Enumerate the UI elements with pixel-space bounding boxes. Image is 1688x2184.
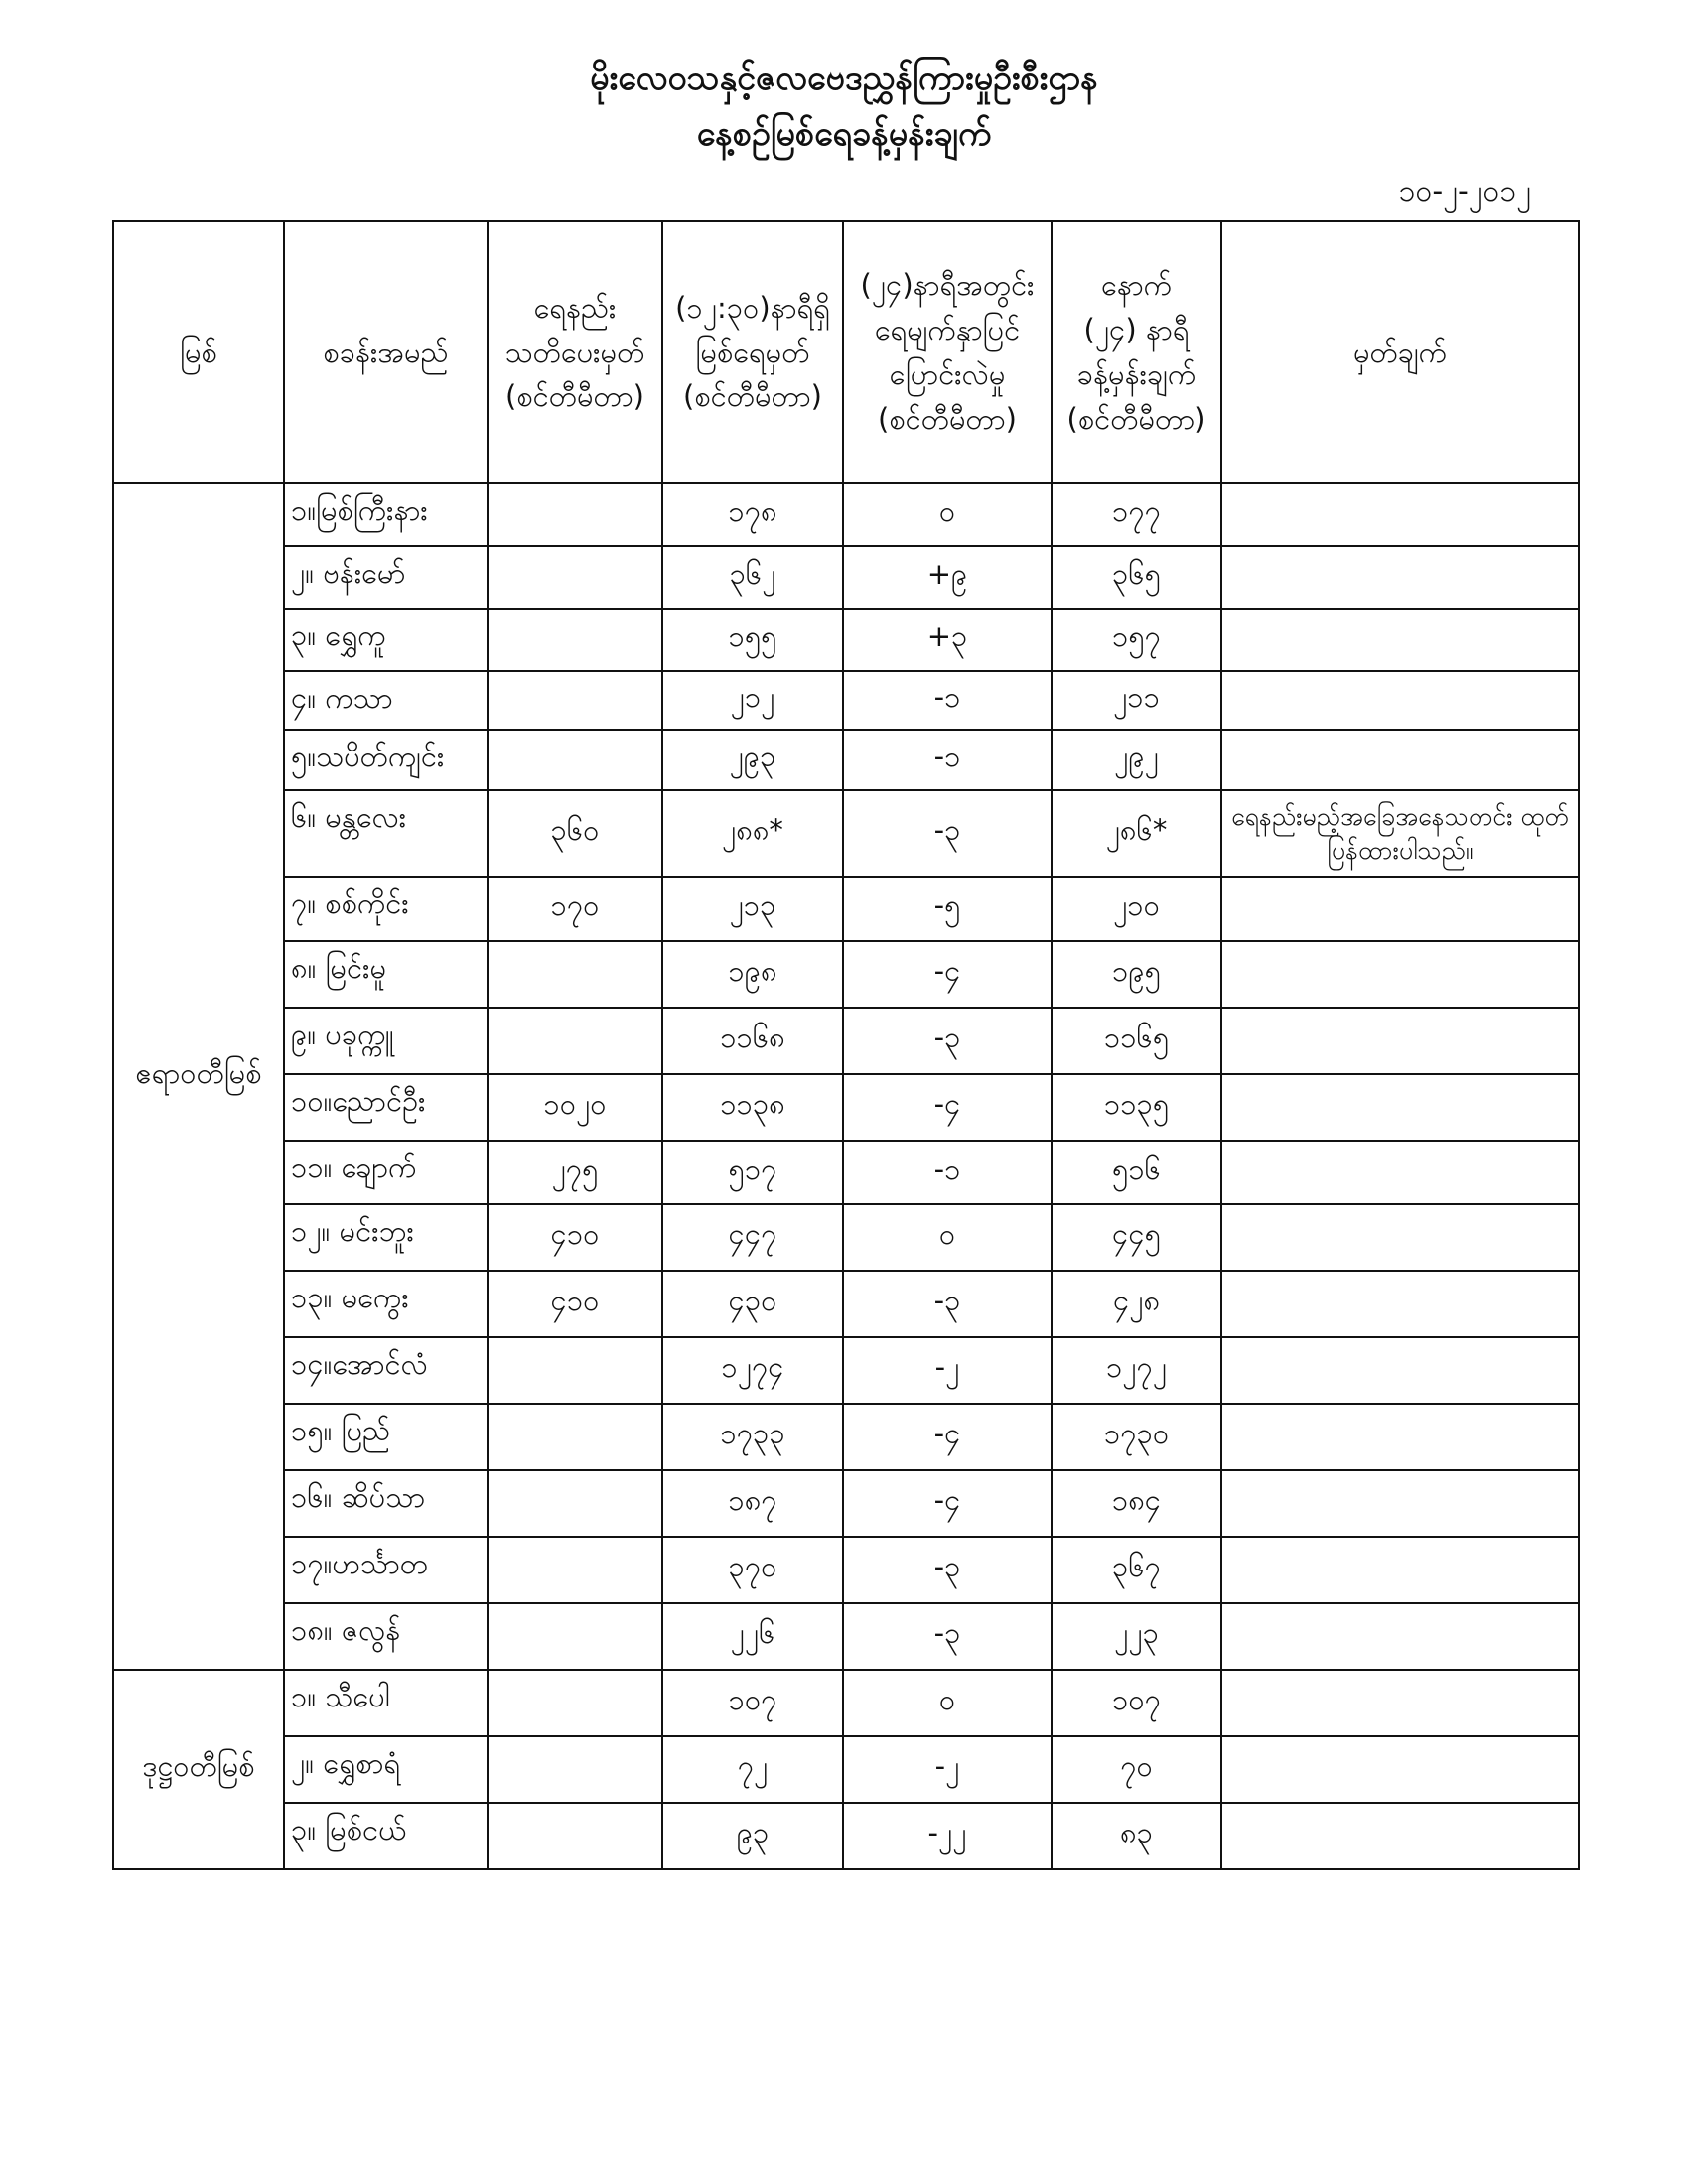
column-header-line: (စင်တီမီတာ): [683, 379, 822, 414]
station-name-cell: ၁။ သီပေါ: [284, 1670, 488, 1736]
warning-level-cell: [488, 1008, 662, 1074]
table-row: [113, 1271, 1579, 1337]
change-cell: -၂: [843, 1337, 1052, 1404]
table-row: [113, 609, 1579, 671]
remark-cell: ရေနည်းမည့်အခြေအနေသတင်း ထုတ်ပြန်ထားပါသည်။: [1221, 790, 1579, 877]
column-header-line: (စင်တီမီတာ): [878, 401, 1017, 436]
forecast-cell: ၁၁၆၅: [1052, 1008, 1221, 1074]
table-header-row: [113, 221, 1579, 483]
forecast-cell: ၁၅၇: [1052, 609, 1221, 671]
warning-level-cell: [488, 1736, 662, 1803]
water-level-cell: ၁၇၈: [662, 483, 843, 546]
station-name-cell: ၁၅။ ပြည်: [284, 1404, 488, 1470]
column-header-line: ရေနည်း: [533, 290, 617, 325]
remark-cell: [1221, 546, 1579, 609]
station-name-cell: ၃။ ရွှေကူ: [284, 609, 488, 671]
water-level-cell: ၁၁၃၈: [662, 1074, 843, 1141]
warning-level-cell: [488, 941, 662, 1008]
station-name-cell: ၉။ ပခုက္ကူ: [284, 1008, 488, 1074]
station-name-cell: ၆။ မန္တလေး: [284, 790, 488, 877]
table-row: [113, 1204, 1579, 1271]
table-row: [113, 877, 1579, 941]
station-name-cell: ၃။ မြစ်ငယ်: [284, 1803, 488, 1869]
header-forecast: [1052, 221, 1221, 483]
forecast-cell: ၁၁၃၅: [1052, 1074, 1221, 1141]
change-cell: -၃: [843, 1537, 1052, 1603]
warning-level-cell: ၁၀၂၀: [488, 1074, 662, 1141]
forecast-cell: ၁၀၇: [1052, 1670, 1221, 1736]
water-level-cell: ၂၉၃: [662, 730, 843, 790]
forecast-cell: ၂၈၆*: [1052, 790, 1221, 877]
water-level-cell: ၁၅၅: [662, 609, 843, 671]
warning-level-cell: ၄၁၀: [488, 1204, 662, 1271]
table-row: [113, 1337, 1579, 1404]
station-name-cell: ၁၂။ မင်းဘူး: [284, 1204, 488, 1271]
change-cell: -၃: [843, 1603, 1052, 1670]
remark-cell: [1221, 1670, 1579, 1736]
remark-cell: [1221, 483, 1579, 546]
forecast-cell: ၈၃: [1052, 1803, 1221, 1869]
station-name-cell: ၁၀။ညောင်ဦး: [284, 1074, 488, 1141]
table-row: [113, 483, 1579, 546]
column-header-line: မြစ်: [180, 335, 217, 369]
warning-level-cell: ၃၆၀: [488, 790, 662, 877]
water-level-cell: ၂၂၆: [662, 1603, 843, 1670]
forecast-cell: ၂၁၀: [1052, 877, 1221, 941]
forecast-cell: ၁၇၃၀: [1052, 1404, 1221, 1470]
remark-cell: [1221, 1271, 1579, 1337]
remark-cell: [1221, 1803, 1579, 1869]
forecast-cell: ၂၉၂: [1052, 730, 1221, 790]
station-name-cell: ၅။သပိတ်ကျင်း: [284, 730, 488, 790]
table-row: [113, 941, 1579, 1008]
remark-cell: [1221, 1204, 1579, 1271]
remark-cell: [1221, 1470, 1579, 1537]
column-header-line: သတိပေးမှတ်: [504, 335, 645, 369]
water-level-cell: ၂၁၂: [662, 671, 843, 730]
table-row: [113, 1803, 1579, 1869]
forecast-cell: ၁၉၅: [1052, 941, 1221, 1008]
table-row: [113, 790, 1579, 877]
station-name-cell: ၄။ ကသာ: [284, 671, 488, 730]
table-row: [113, 1141, 1579, 1204]
water-level-cell: ၁၉၈: [662, 941, 843, 1008]
station-name-cell: ၁၄။အောင်လံ: [284, 1337, 488, 1404]
remark-cell: [1221, 609, 1579, 671]
table-row: [113, 546, 1579, 609]
header-24h-change: [843, 221, 1052, 483]
station-name-cell: ၁၃။ မကွေး: [284, 1271, 488, 1337]
station-name-cell: ၇။ စစ်ကိုင်း: [284, 877, 488, 941]
warning-level-cell: [488, 1670, 662, 1736]
remark-cell: [1221, 730, 1579, 790]
table-row: [113, 671, 1579, 730]
change-cell: -၁: [843, 671, 1052, 730]
header-station: [284, 221, 488, 483]
remark-cell: [1221, 941, 1579, 1008]
warning-level-cell: [488, 671, 662, 730]
station-name-cell: ၁၈။ ဇလွန်: [284, 1603, 488, 1670]
column-header-line: (စင်တီမီတာ): [1066, 401, 1206, 436]
warning-level-cell: [488, 546, 662, 609]
column-header-line: ပြောင်းလဲမှု: [889, 357, 1006, 391]
water-level-cell: ၄၄၇: [662, 1204, 843, 1271]
water-level-cell: ၂၁၃: [662, 877, 843, 941]
change-cell: ၀: [843, 1670, 1052, 1736]
remark-cell: [1221, 1337, 1579, 1404]
forecast-cell: ၅၁၆: [1052, 1141, 1221, 1204]
water-level-cell: ၁၁၆၈: [662, 1008, 843, 1074]
column-header-line: နောက်: [1100, 268, 1173, 303]
change-cell: +၉: [843, 546, 1052, 609]
warning-level-cell: [488, 1537, 662, 1603]
warning-level-cell: [488, 1337, 662, 1404]
river-name-cell: ဒုဋ္ဌဝတီမြစ်: [113, 1670, 284, 1869]
column-header-line: စခန်းအမည်: [323, 335, 449, 369]
change-cell: -၅: [843, 877, 1052, 941]
remark-cell: [1221, 1603, 1579, 1670]
column-header-line: (စင်တီမီတာ): [505, 379, 644, 414]
column-header-line: မှတ်ချက်: [1352, 335, 1448, 369]
water-level-cell: ၇၂: [662, 1736, 843, 1803]
forecast-cell: ၄၄၅: [1052, 1204, 1221, 1271]
remark-cell: [1221, 1008, 1579, 1074]
warning-level-cell: [488, 609, 662, 671]
header-warning-level: [488, 221, 662, 483]
warning-level-cell: ၁၇၀: [488, 877, 662, 941]
remark-cell: [1221, 1404, 1579, 1470]
column-header-line: မြစ်ရေမှတ်: [695, 335, 810, 369]
water-level-cell: ၅၁၇: [662, 1141, 843, 1204]
page-title: မိုးလေဝသနှင့်ဇလဗေဒညွှန်ကြားမှုဦးစီးဌာန: [590, 59, 1098, 98]
table-row: [113, 1404, 1579, 1470]
column-header-line: ခန့်မှန်းချက်: [1076, 357, 1196, 391]
column-header-line: (၁၂:၃၀)နာရီရှိ: [675, 290, 830, 325]
water-level-cell: ၉၃: [662, 1803, 843, 1869]
warning-level-cell: ၄၁၀: [488, 1271, 662, 1337]
forecast-cell: ၁၂၇၂: [1052, 1337, 1221, 1404]
change-cell: -၂: [843, 1736, 1052, 1803]
table-row: [113, 730, 1579, 790]
forecast-cell: ၃၆၇: [1052, 1537, 1221, 1603]
remark-cell: [1221, 1141, 1579, 1204]
change-cell: -၄: [843, 941, 1052, 1008]
change-cell: +၃: [843, 609, 1052, 671]
header-remarks: [1221, 221, 1579, 483]
warning-level-cell: [488, 730, 662, 790]
remark-cell: [1221, 671, 1579, 730]
warning-level-cell: [488, 1404, 662, 1470]
header-river: [113, 221, 284, 483]
station-name-cell: ၁၁။ ချောက်: [284, 1141, 488, 1204]
water-level-cell: ၃၇၀: [662, 1537, 843, 1603]
water-level-cell: ၃၆၂: [662, 546, 843, 609]
station-name-cell: ၁၆။ ဆိပ်သာ: [284, 1470, 488, 1537]
change-cell: -၄: [843, 1470, 1052, 1537]
remark-cell: [1221, 877, 1579, 941]
change-cell: -၄: [843, 1404, 1052, 1470]
warning-level-cell: [488, 1470, 662, 1537]
page-subtitle: နေ့စဉ်မြစ်ရေခန့်မှန်းချက်: [696, 114, 992, 154]
header-water-level: [662, 221, 843, 483]
water-level-cell: ၁၂၇၄: [662, 1337, 843, 1404]
remark-cell: [1221, 1736, 1579, 1803]
change-cell: -၁: [843, 1141, 1052, 1204]
warning-level-cell: [488, 1603, 662, 1670]
warning-level-cell: [488, 483, 662, 546]
table-row: [113, 1603, 1579, 1670]
forecast-cell: ၁၈၄: [1052, 1470, 1221, 1537]
table-row: [113, 1008, 1579, 1074]
forecast-cell: ၂၁၁: [1052, 671, 1221, 730]
change-cell: ၀: [843, 1204, 1052, 1271]
change-cell: -၃: [843, 1008, 1052, 1074]
water-level-cell: ၁၇၃၃: [662, 1404, 843, 1470]
change-cell: -၂၂: [843, 1803, 1052, 1869]
change-cell: ၀: [843, 483, 1052, 546]
column-header-line: ရေမျက်နှာပြင်: [874, 313, 1021, 347]
column-header-line: (၂၄) နာရီ: [1083, 313, 1190, 347]
table-row: [113, 1670, 1579, 1736]
station-name-cell: ၁၇။ဟင်္သာတ: [284, 1537, 488, 1603]
remark-cell: [1221, 1074, 1579, 1141]
table-row: [113, 1074, 1579, 1141]
warning-level-cell: [488, 1803, 662, 1869]
river-name-cell: ဧရာဝတီမြစ်: [113, 483, 284, 1670]
column-header-line: (၂၄)နာရီအတွင်း: [860, 268, 1035, 303]
table-row: [113, 1736, 1579, 1803]
station-name-cell: ၂။ ဗန်းမော်: [284, 546, 488, 609]
river-level-table: [112, 220, 1580, 1870]
forecast-cell: ၂၂၃: [1052, 1603, 1221, 1670]
table-body: [113, 483, 1579, 1869]
station-name-cell: ၂။ ရွှေစာရံ: [284, 1736, 488, 1803]
table-row: [113, 1470, 1579, 1537]
change-cell: -၃: [843, 790, 1052, 877]
water-level-cell: ၄၃၀: [662, 1271, 843, 1337]
water-level-cell: ၁၈၇: [662, 1470, 843, 1537]
forecast-cell: ၄၂၈: [1052, 1271, 1221, 1337]
water-level-cell: ၁၀၇: [662, 1670, 843, 1736]
forecast-cell: ၁၇၇: [1052, 483, 1221, 546]
station-name-cell: ၈။ မြင်းမူ: [284, 941, 488, 1008]
forecast-cell: ၇၀: [1052, 1736, 1221, 1803]
warning-level-cell: ၂၇၅: [488, 1141, 662, 1204]
change-cell: -၄: [843, 1074, 1052, 1141]
forecast-cell: ၃၆၅: [1052, 546, 1221, 609]
change-cell: -၃: [843, 1271, 1052, 1337]
change-cell: -၁: [843, 730, 1052, 790]
station-name-cell: ၁။မြစ်ကြီးနား: [284, 483, 488, 546]
remark-cell: [1221, 1537, 1579, 1603]
report-date: ၁၀-၂-၂၀၁၂: [1398, 174, 1531, 208]
table-row: [113, 1537, 1579, 1603]
water-level-cell: ၂၈၈*: [662, 790, 843, 877]
